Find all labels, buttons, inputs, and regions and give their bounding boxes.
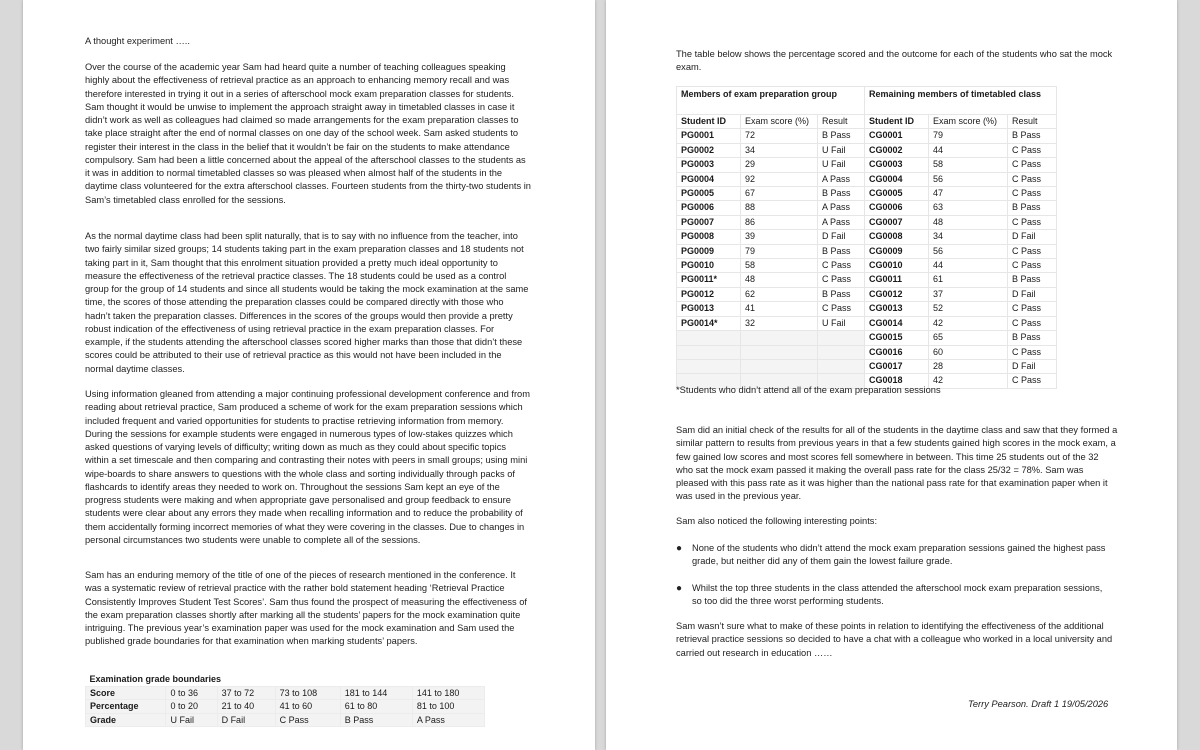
result-cell: D Fail bbox=[1008, 287, 1057, 301]
table-row bbox=[677, 259, 1057, 273]
group-a-heading: Members of exam preparation group bbox=[677, 87, 865, 115]
student-id-cell: CG0018 bbox=[865, 374, 929, 388]
bullet-text: None of the students who didn’t attend the mock exam preparation sessions gained the highest pass grade, but neither did any of them gain the lowest failure grade. bbox=[692, 543, 1106, 567]
group-b-heading: Remaining members of timetabled class bbox=[865, 87, 1057, 115]
score-cell: 79 bbox=[741, 244, 818, 258]
score-cell: 39 bbox=[741, 230, 818, 244]
score-cell: 44 bbox=[929, 143, 1008, 157]
empty-cell bbox=[741, 359, 818, 373]
result-cell: B Pass bbox=[818, 287, 865, 301]
student-id-cell: PG0011* bbox=[677, 273, 741, 287]
result-cell: C Pass bbox=[1008, 172, 1057, 186]
student-id-cell: CG0007 bbox=[865, 215, 929, 229]
empty-cell bbox=[677, 345, 741, 359]
student-id-cell: CG0006 bbox=[865, 201, 929, 215]
score-cell: 47 bbox=[929, 187, 1008, 201]
score-cell: 86 bbox=[741, 215, 818, 229]
table-row bbox=[677, 359, 1057, 373]
table-row bbox=[677, 230, 1057, 244]
student-id-cell: CG0017 bbox=[865, 359, 929, 373]
paragraph: Sam also noticed the following interesting points: bbox=[676, 516, 878, 526]
column-header: Student ID bbox=[677, 115, 741, 129]
student-id-cell: CG0016 bbox=[865, 345, 929, 359]
table-row bbox=[677, 331, 1057, 345]
student-id-cell: PG0014* bbox=[677, 316, 741, 330]
result-cell: D Fail bbox=[1008, 230, 1057, 244]
score-cell: 65 bbox=[929, 331, 1008, 345]
signature: Terry Pearson. Draft 1 19/05/2026 bbox=[968, 699, 1109, 709]
score-cell: 79 bbox=[929, 129, 1008, 143]
table-row bbox=[86, 700, 485, 714]
score-cell: 67 bbox=[741, 187, 818, 201]
score-cell: 58 bbox=[929, 158, 1008, 172]
table-row bbox=[677, 287, 1057, 301]
result-cell: D Fail bbox=[818, 230, 865, 244]
table-row bbox=[677, 129, 1057, 143]
table-cell: 61 to 80 bbox=[340, 700, 412, 714]
table-row bbox=[677, 143, 1057, 157]
score-cell: 63 bbox=[929, 201, 1008, 215]
table-cell: 73 to 108 bbox=[275, 686, 340, 700]
table-cell: 41 to 60 bbox=[275, 700, 340, 714]
score-cell: 29 bbox=[741, 158, 818, 172]
student-id-cell: CG0010 bbox=[865, 259, 929, 273]
result-cell: C Pass bbox=[1008, 259, 1057, 273]
result-cell: B Pass bbox=[1008, 331, 1057, 345]
student-id-cell: CG0005 bbox=[865, 187, 929, 201]
table-row bbox=[86, 686, 485, 700]
student-id-cell: PG0002 bbox=[677, 143, 741, 157]
empty-cell bbox=[818, 331, 865, 345]
score-cell: 48 bbox=[741, 273, 818, 287]
result-cell: D Fail bbox=[1008, 359, 1057, 373]
table-cell: B Pass bbox=[340, 713, 412, 727]
student-id-cell: CG0001 bbox=[865, 129, 929, 143]
result-cell: C Pass bbox=[818, 259, 865, 273]
student-id-cell: CG0009 bbox=[865, 244, 929, 258]
result-cell: U Fail bbox=[818, 143, 865, 157]
table-row bbox=[677, 316, 1057, 330]
table-row bbox=[677, 172, 1057, 186]
score-cell: 58 bbox=[741, 259, 818, 273]
result-cell: C Pass bbox=[1008, 187, 1057, 201]
student-id-cell: PG0003 bbox=[677, 158, 741, 172]
empty-cell bbox=[677, 359, 741, 373]
student-id-cell: CG0004 bbox=[865, 172, 929, 186]
student-id-cell: PG0004 bbox=[677, 172, 741, 186]
score-cell: 60 bbox=[929, 345, 1008, 359]
result-cell: C Pass bbox=[1008, 143, 1057, 157]
student-id-cell: CG0012 bbox=[865, 287, 929, 301]
score-cell: 41 bbox=[741, 302, 818, 316]
student-id-cell: PG0010 bbox=[677, 259, 741, 273]
bullet-item bbox=[676, 582, 1112, 609]
score-cell: 28 bbox=[929, 359, 1008, 373]
score-cell: 52 bbox=[929, 302, 1008, 316]
empty-cell bbox=[741, 331, 818, 345]
result-cell: C Pass bbox=[1008, 316, 1057, 330]
student-id-cell: PG0009 bbox=[677, 244, 741, 258]
score-cell: 37 bbox=[929, 287, 1008, 301]
table-row bbox=[677, 273, 1057, 287]
table-cell: 141 to 180 bbox=[412, 686, 484, 700]
result-cell: C Pass bbox=[818, 302, 865, 316]
result-cell: C Pass bbox=[1008, 302, 1057, 316]
result-cell: B Pass bbox=[818, 244, 865, 258]
score-cell: 62 bbox=[741, 287, 818, 301]
table-cell: D Fail bbox=[217, 713, 275, 727]
result-cell: B Pass bbox=[1008, 129, 1057, 143]
table-cell: C Pass bbox=[275, 713, 340, 727]
result-cell: B Pass bbox=[818, 129, 865, 143]
score-cell: 42 bbox=[929, 374, 1008, 388]
column-header: Exam score (%) bbox=[741, 115, 818, 129]
score-cell: 48 bbox=[929, 215, 1008, 229]
result-cell: B Pass bbox=[1008, 273, 1057, 287]
paragraph: Sam has an enduring memory of the title of one of the pieces of research mentioned in the conference. It was a systematic review of retrieval practice with the rather bold statement heading ‘Retrieval Practice Consistently Improves Student Test Scores’. Sam thus found the prospect of measuring the effectiveness of the exam preparation classes shortly after marking all the students’ papers for the mock examination quite intriguing. The previous year’s examination paper was used for the mock examination and Sam used the published grade boundaries for that examination when marking students’ papers. bbox=[85, 570, 528, 647]
footnote: *Students who didn’t attend all of the exam preparation sessions bbox=[676, 385, 941, 395]
row-label: Score bbox=[86, 686, 166, 700]
column-header: Exam score (%) bbox=[929, 115, 1008, 129]
student-id-cell: PG0008 bbox=[677, 230, 741, 244]
result-cell: A Pass bbox=[818, 201, 865, 215]
score-cell: 92 bbox=[741, 172, 818, 186]
grade-boundaries-table bbox=[85, 673, 485, 727]
row-label: Percentage bbox=[86, 700, 166, 714]
student-id-cell: CG0011 bbox=[865, 273, 929, 287]
table-row bbox=[677, 244, 1057, 258]
table-cell: 37 to 72 bbox=[217, 686, 275, 700]
result-cell: A Pass bbox=[818, 215, 865, 229]
bullet-item bbox=[676, 542, 1112, 569]
result-cell: U Fail bbox=[818, 316, 865, 330]
table-row bbox=[677, 345, 1057, 359]
score-cell: 56 bbox=[929, 244, 1008, 258]
table-caption: Examination grade boundaries bbox=[86, 673, 485, 686]
table-row bbox=[677, 215, 1057, 229]
document-page-1 bbox=[23, 0, 595, 750]
bullet-text: Whilst the top three students in the class attended the afterschool mock exam preparation sessions, so too did the three worst performing students. bbox=[692, 583, 1103, 607]
score-cell: 56 bbox=[929, 172, 1008, 186]
column-header-row bbox=[677, 115, 1057, 129]
result-cell: B Pass bbox=[818, 187, 865, 201]
score-cell: 42 bbox=[929, 316, 1008, 330]
table-row bbox=[677, 302, 1057, 316]
score-cell: 72 bbox=[741, 129, 818, 143]
result-cell: C Pass bbox=[1008, 215, 1057, 229]
result-cell: U Fail bbox=[818, 158, 865, 172]
table-row bbox=[677, 158, 1057, 172]
student-id-cell: PG0007 bbox=[677, 215, 741, 229]
column-header: Student ID bbox=[865, 115, 929, 129]
paragraph: Over the course of the academic year Sam had heard quite a number of teaching colleagues speaking highly about the effectiveness of retrieval practice as an approach to enhancing memory recall and was therefore interested in trying it out in a series of afterschool mock exam preparation classes for students. Sam thought it would be unwise to implement the approach straight away in timetabled classes in case it didn’t work as well as colleagues had claimed so made arrangements for the exam preparation classes to take place straight after the end of normal classes on one day of the school week. Sam asked students to register their interest in the class in the belief that it wouldn’t be fair on the students to make attendance compulsory. Sam had been a little concerned about the appeal of the afterschool classes to the students as it was in addition to normal timetabled classes so was pleased when almost half of the students in the daytime class volunteered for the extra afterschool classes. Fourteen students from the thirty-two students in Sam’s timetabled class enrolled for the sessions. bbox=[85, 62, 531, 205]
paragraph: Using information gleaned from attending a major continuing professional development conference and from reading about retrieval practice, Sam produced a scheme of work for the exam preparation sessions which included frequent and varied opportunities for students to practise retrieving information from memory. During the sessions for example students were engaged in numerous types of low-stakes quizzes which asked questions of varying levels of difficulty; writing down as much as they could about specific topics within a set timescale and then comparing and contrasting their notes with peers in small groups; using mini wipe-boards to share answers to questions with the whole class and sorting individually through packs of flashcards to identify areas they needed to work on. Throughout the sessions Sam kept an eye of the progress students were making and when appropriate gave personalised and group feedback to ensure students were clear about any errors they made when recalling information and to reduce the probability of them accidentally forming incorrect memories of what they were covering in the classes. Due to changes in personal circumstances two students were unable to complete all of the sessions. bbox=[85, 389, 530, 545]
bullet-icon: ● bbox=[676, 543, 683, 554]
table-cell: 0 to 20 bbox=[166, 700, 217, 714]
results-table bbox=[676, 86, 1057, 389]
result-cell: C Pass bbox=[818, 273, 865, 287]
score-cell: 61 bbox=[929, 273, 1008, 287]
paragraph: Sam wasn’t sure what to make of these points in relation to identifying the effectiveness of the additional retrieval practice sessions so decided to have a chat with a colleague who worked in a local university and carried out research in education …… bbox=[676, 621, 1113, 658]
student-id-cell: PG0006 bbox=[677, 201, 741, 215]
table-row bbox=[677, 201, 1057, 215]
table-cell: 181 to 144 bbox=[340, 686, 412, 700]
row-label: Grade bbox=[86, 713, 166, 727]
student-id-cell: CG0014 bbox=[865, 316, 929, 330]
student-id-cell: CG0015 bbox=[865, 331, 929, 345]
result-cell: C Pass bbox=[1008, 244, 1057, 258]
result-cell: C Pass bbox=[1008, 158, 1057, 172]
table-cell: 81 to 100 bbox=[412, 700, 484, 714]
empty-cell bbox=[741, 345, 818, 359]
paragraph: The table below shows the percentage scored and the outcome for each of the students who sat the mock exam. bbox=[676, 49, 1113, 73]
score-cell: 34 bbox=[741, 143, 818, 157]
column-header: Result bbox=[818, 115, 865, 129]
empty-cell bbox=[818, 359, 865, 373]
student-id-cell: PG0001 bbox=[677, 129, 741, 143]
score-cell: 32 bbox=[741, 316, 818, 330]
score-cell: 88 bbox=[741, 201, 818, 215]
column-header: Result bbox=[1008, 115, 1057, 129]
student-id-cell: CG0008 bbox=[865, 230, 929, 244]
table-cell: 0 to 36 bbox=[166, 686, 217, 700]
empty-cell bbox=[818, 345, 865, 359]
score-cell: 34 bbox=[929, 230, 1008, 244]
document-title: A thought experiment ….. bbox=[85, 36, 190, 46]
bullet-icon: ● bbox=[676, 583, 683, 594]
result-cell: A Pass bbox=[818, 172, 865, 186]
table-cell: U Fail bbox=[166, 713, 217, 727]
result-cell: C Pass bbox=[1008, 345, 1057, 359]
empty-cell bbox=[677, 331, 741, 345]
table-row bbox=[677, 187, 1057, 201]
table-row bbox=[86, 713, 485, 727]
paragraph: As the normal daytime class had been split naturally, that is to say with no influence from the teacher, into two fairly similar sized groups; 14 students taking part in the exam preparation classes and 18 students not taking part in it, Sam thought that this enrolment situation provided a pretty much ideal opportunity to measure the effectiveness of the retrieval practice classes. The 18 students could be used as a control group for the group of 14 students and since all students would be taking the mock examination at the same time, the scores of those attending the preparation classes could be compared directly with those who hadn’t taken the preparation classes. Differences in the scores of the groups would then provide a pretty robust indication of the effectiveness of using retrieval practice in the exam preparation classes. For example, if the students attending the afterschool classes scored higher marks than those that didn’t these scores could be attributed to their use of retrieval practice as this would not have been included in the normal daytime classes. bbox=[85, 231, 529, 374]
student-id-cell: PG0005 bbox=[677, 187, 741, 201]
document-page-2 bbox=[606, 0, 1177, 750]
result-cell: C Pass bbox=[1008, 374, 1057, 388]
table-cell: A Pass bbox=[412, 713, 484, 727]
student-id-cell: CG0013 bbox=[865, 302, 929, 316]
result-cell: B Pass bbox=[1008, 201, 1057, 215]
student-id-cell: CG0003 bbox=[865, 158, 929, 172]
student-id-cell: CG0002 bbox=[865, 143, 929, 157]
paragraph: Sam did an initial check of the results for all of the students in the daytime class and saw that they formed a similar pattern to results from previous years in that a few students gained high scores in the mock exam, a few gained low scores and most scores fell somewhere in between. This time 25 students out of the 32 who sat the mock exam passed it making the overall pass rate for the class 25/32 = 78%. Sam was pleased with this pass rate as it was higher than the national pass rate for that examination paper when it was used in the previous year. bbox=[676, 425, 1118, 502]
table-cell: 21 to 40 bbox=[217, 700, 275, 714]
student-id-cell: PG0012 bbox=[677, 287, 741, 301]
score-cell: 44 bbox=[929, 259, 1008, 273]
student-id-cell: PG0013 bbox=[677, 302, 741, 316]
